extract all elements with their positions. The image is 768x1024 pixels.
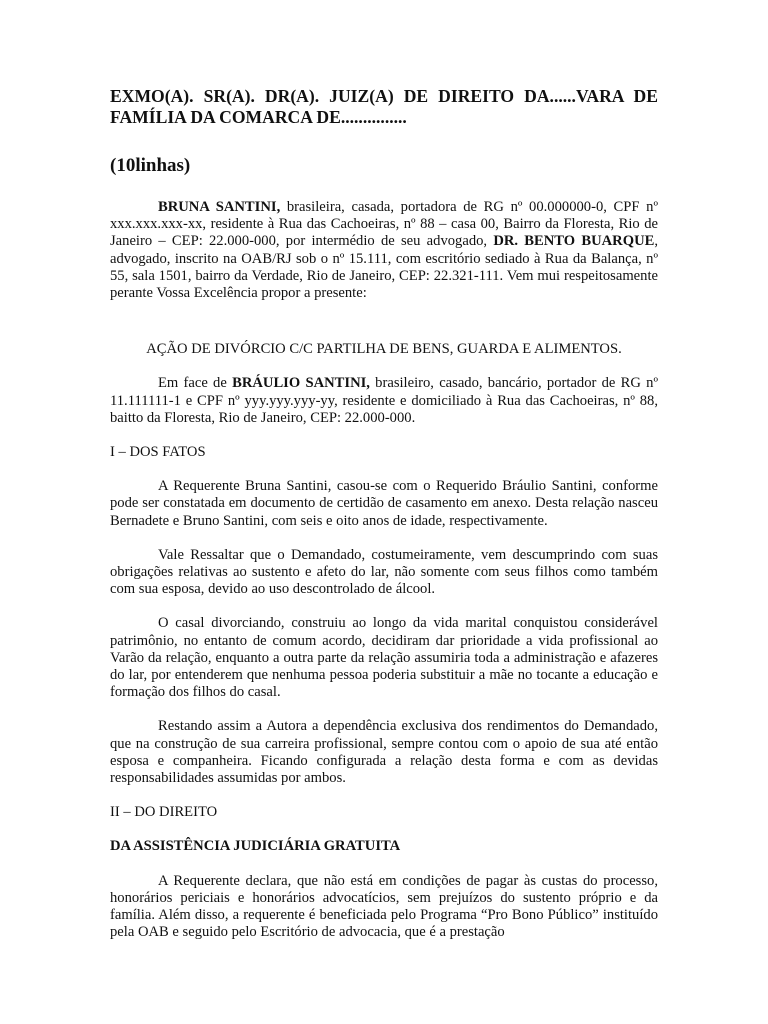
intro-text-1: brasileira, casada, portadora de RG nº 00.000000-0, CPF nº xxx.xxx.xxx-xx, residente à Rua das Cachoeiras, nº 88 – casa 00, Bairro da Floresta, Rio de Janeiro – CEP: 22.000-000, por intermédio de seu advogado, [110, 199, 658, 250]
facts-paragraph-1: A Requerente Bruna Santini, casou-se com o Requerido Bráulio Santini, conforme pode ser constatada em documento de certidão de casamento em anexo. Desta relação nasceu Bernadete e Bruno Santini, com seis e oito anos de idade, respectivamente. [110, 478, 658, 529]
defendant-name: BRÁULIO SANTINI, [232, 375, 370, 392]
defendant-text-1: Em face de [158, 375, 233, 392]
facts-paragraph-2: Vale Ressaltar que o Demandado, costumeiramente, vem descumprindo com suas obrigações relativas ao sustento e afeto do lar, não somente com seus filhos como também com sua esposa, devido ao uso descontrolado de álcool. [110, 546, 658, 598]
subsection-title-legal-aid: DA ASSISTÊNCIA JUDICIÁRIA GRATUITA [110, 838, 401, 855]
section-title-law: II – DO DIREITO [110, 804, 218, 821]
legal-aid-paragraph: A Requerente declara, que não está em condições de pagar às custas do processo, honorários periciais e honorários advocatícios, sem prejuízos do sustento próprio e da família. Além disso, a requerente é beneficiada pelo Programa “Pro Bono Público” instituído pela OAB e seguido pelo Escritório de advocacia, que é a prestação [110, 872, 658, 941]
section-title-facts: I – DOS FATOS [110, 444, 206, 461]
action-title: AÇÃO DE DIVÓRCIO C/C PARTILHA DE BENS, GUARDA E ALIMENTOS. [146, 341, 622, 358]
facts-paragraph-3: O casal divorciando, construiu ao longo da vida marital conquistou considerável patrimônio, no entanto de comum acordo, decidiram dar prioridade a vida profissional ao Varão da relação, enquanto a outra parte da relação assumiria toda a administração e afazeres do lar, por entenderem que nenhuma pessoa poderia substituir a mãe no tocante a educação e formação dos filhos do casal. [110, 615, 658, 701]
intro-text-2: , advogado, inscrito na OAB/RJ sob o nº 15.111, com escritório sediado à Rua da Balança, nº 55, sala 1501, bairro da Verdade, Rio de Janeiro, CEP: 22.321-111. Vem mui respeitosamente perante Vossa Excelência propor a presente: [110, 233, 658, 302]
document-page [110, 86, 658, 942]
lines-note: (10linhas) [110, 155, 191, 176]
court-heading: EXMO(A). SR(A). DR(A). JUIZ(A) DE DIREITO DA......VARA DE FAMÍLIA DA COMARCA DE............... [110, 86, 658, 127]
plaintiff-name: BRUNA SANTINI, [158, 199, 281, 215]
defendant-text-2: brasileiro, casado, bancário, portador de RG nº 11.111111-1 e CPF nº yyy.yyy.yyy-yy, residente e domiciliado à Rua das Cachoeiras, nº 88, baitto da Floresta, Rio de Janeiro, CEP: 22.000-000. [110, 375, 658, 426]
intro-paragraph [110, 199, 658, 302]
defendant-paragraph [110, 375, 658, 427]
lawyer-name: DR. BENTO BUARQUE [493, 233, 655, 250]
facts-paragraph-4: Restando assim a Autora a dependência exclusiva dos rendimentos do Demandado, que na construção de sua carreira profissional, sempre contou com o apoio de sua até então esposa e companheira. Ficando configurada a relação desta forma e com as devidas responsabilidades assumidas por ambos. [110, 718, 658, 787]
